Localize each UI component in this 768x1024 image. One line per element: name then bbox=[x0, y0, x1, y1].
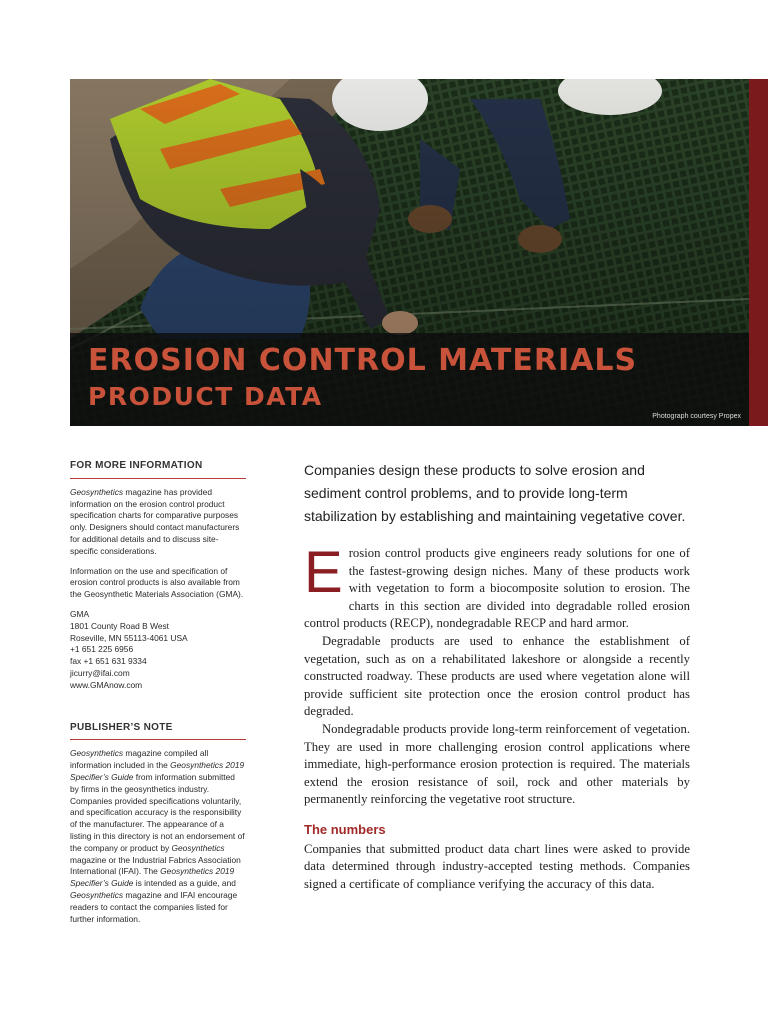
publisher-note bbox=[70, 748, 246, 925]
title-band bbox=[70, 333, 749, 426]
paragraph-3: Nondegradable products provide long-term reinforcement of vegetation. They are used in more challenging erosion control applications where immediate, high-performance erosion protection is required. The materials extend the erosion resistance of soil, rock and other materials by permanently reinforcing the vegetative root structure. bbox=[304, 721, 690, 807]
pub-text-10: magazine and IFAI encourage readers to contact the companies listed for further information. bbox=[70, 889, 238, 924]
contact-fax: fax +1 651 631 9334 bbox=[70, 656, 147, 667]
info-heading: FOR MORE INFORMATION bbox=[70, 460, 246, 479]
info-paragraph-1-text: magazine has provided information on the erosion control product specification charts for comparative purposes only. Designers should contact manufacturers for additional details and to discuss site-specific considerations. bbox=[70, 486, 240, 556]
pub-italic-3: Geosynthetics 2019 Specifier’s Guide bbox=[70, 760, 245, 782]
photo-credit: Photograph courtesy Propex bbox=[652, 413, 741, 420]
pub-text-4: from information submitted by firms in the geosynthetics industry. Companies provided specifications voluntarily, and specification accuracy is the responsibility of the manufacturer. The appearance of a listing in this directory is not an endorsement of the company or product by bbox=[70, 771, 245, 853]
drop-cap: E bbox=[304, 540, 343, 605]
hero-photo bbox=[70, 79, 749, 426]
intro-deck: Companies design these products to solve erosion and sediment control problems, and to provide long-term stabilization by establishing and maintaining vegetative cover. bbox=[304, 462, 686, 524]
contact-email[interactable]: jicurry@ifai.com bbox=[70, 667, 130, 678]
info-paragraph-2: Information on the use and specification of erosion control products is also available from the Geosynthetic Materials Association (GMA). bbox=[70, 565, 244, 600]
contact-city: Roseville, MN 55113-4061 USA bbox=[70, 632, 188, 643]
pub-text-2: magazine compiled all information included in the bbox=[70, 748, 209, 771]
paragraph-1 bbox=[304, 540, 690, 633]
info-paragraph-1 bbox=[70, 487, 246, 558]
contact-street: 1801 County Road B West bbox=[70, 620, 170, 631]
pub-italic-1: Geosynthetics bbox=[70, 748, 124, 759]
page-subtitle: PRODUCT DATA bbox=[88, 382, 323, 411]
sidebar bbox=[70, 460, 246, 933]
paragraph-4: Companies that submitted product data chart lines were asked to provide data determined through industry-accepted testing methods. Companies signed a certificate of compliance verifying the accuracy of this data. bbox=[304, 841, 690, 891]
numbers-heading: The numbers bbox=[304, 821, 386, 837]
publisher-heading: PUBLISHER’S NOTE bbox=[70, 722, 246, 741]
contact-block bbox=[70, 609, 246, 692]
contact-website[interactable]: www.GMAnow.com bbox=[70, 679, 143, 690]
contact-org: GMA bbox=[70, 608, 90, 619]
paragraph-2: Degradable products are used to enhance the establishment of vegetation, such as on a rehabilitated lakeshore or alongside a recently constructed roadway. These products are used where vegetation alone will provide sufficient site protection once the erosion control product has degraded. bbox=[304, 633, 690, 719]
paragraph-1-text: rosion control products give engineers ready solutions for one of the fastest-growing design niches. Many of these products work with vegetation to form a biocomposite solution to erosion. The charts in this section are divided into degradable rolled erosion control products (RECP), nondegradable RECP and hard armor. bbox=[304, 546, 690, 631]
pub-italic-7: Geosynthetics 2019 Specifier’s Guide bbox=[70, 866, 235, 889]
contact-phone: +1 651 225 6956 bbox=[70, 644, 134, 655]
magazine-name: Geosynthetics bbox=[70, 486, 124, 497]
pub-text-8: is intended as a guide, and bbox=[133, 878, 236, 889]
pub-italic-9: Geosynthetics bbox=[70, 889, 124, 900]
red-edge-bar bbox=[749, 79, 768, 426]
pub-text-6: magazine or the Industrial Fabrics Association International (IFAI). The bbox=[70, 854, 241, 877]
page-title: EROSION CONTROL MATERIALS bbox=[88, 343, 638, 378]
article-body bbox=[304, 540, 690, 893]
pub-italic-5: Geosynthetics bbox=[171, 842, 225, 853]
